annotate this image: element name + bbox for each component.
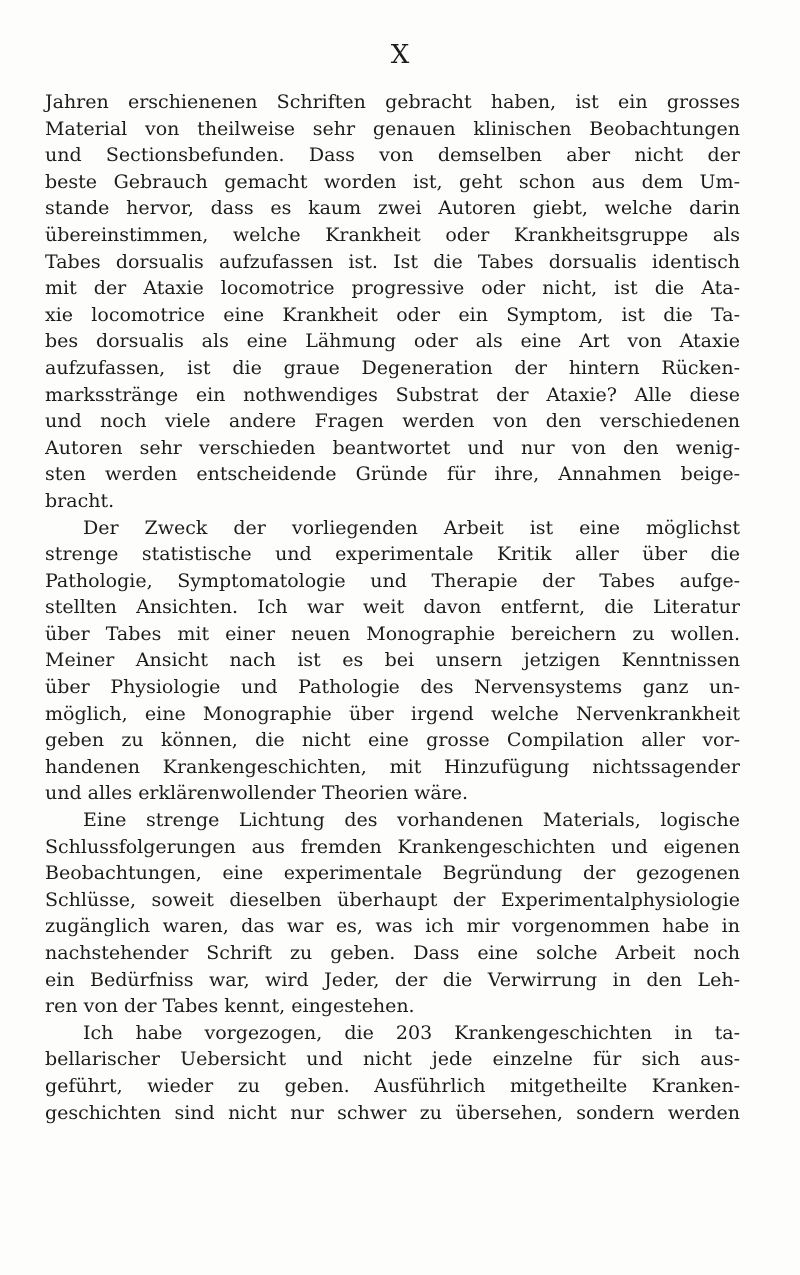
text-line: geben zu können, die nicht eine grosse Compilation aller vor- (45, 729, 740, 752)
text-line: Pathologie, Symptomatologie und Therapie der Tabes aufge- (45, 569, 740, 592)
text-line: und alles erklärenwollender Theorien wäre. (45, 782, 469, 805)
text-line: Jahren erschienenen Schriften gebracht haben, ist ein grosses (45, 91, 740, 113)
text-line: Beobachtungen, eine experimentale Begründung der gezogenen (45, 862, 740, 885)
text-line: xie locomotrice eine Krankheit oder ein Symptom, ist die Ta- (45, 303, 740, 326)
text-line: Tabes dorsualis aufzufassen ist. Ist die Tabes dorsualis identisch (45, 250, 740, 273)
text-line: bellarischer Uebersicht und nicht jede einzelne für sich aus- (45, 1048, 740, 1071)
text-line: stande hervor, dass es kaum zwei Autoren giebt, welche darin (45, 197, 740, 220)
text-line: zugänglich waren, das war es, was ich mir vorgenommen habe in (45, 915, 740, 938)
text-line: geführt, wieder zu geben. Ausführlich mitgetheilte Kranken- (45, 1074, 740, 1097)
text-line: Der Zweck der vorliegenden Arbeit ist eine möglichst (83, 516, 740, 539)
text-line: übereinstimmen, welche Krankheit oder Krankheitsgruppe als (45, 223, 740, 246)
page-number: X (390, 40, 410, 70)
text-line: Eine strenge Lichtung des vorhandenen Materials, logische (83, 809, 740, 832)
text-line: und Sectionsbefunden. Dass von demselben aber nicht der (45, 144, 740, 167)
text-line: bes dorsualis als eine Lähmung oder als eine Art von Ataxie (45, 330, 740, 353)
body-text (45, 89, 740, 1126)
text-line: bracht. (45, 489, 115, 512)
text-line: geschichten sind nicht nur schwer zu übersehen, sondern werden (45, 1101, 740, 1124)
text-line: mit der Ataxie locomotrice progressive oder nicht, ist die Ata- (45, 277, 740, 300)
text-line: Ich habe vorgezogen, die 203 Krankengeschichten in ta- (83, 1021, 740, 1044)
text-line: strenge statistische und experimentale Kritik aller über die (45, 543, 740, 566)
text-line: und noch viele andere Fragen werden von den verschiedenen (45, 410, 740, 433)
text-line: Schlussfolgerungen aus fremden Krankengeschichten und eigenen (45, 835, 740, 858)
text-line: ein Bedürfniss war, wird Jeder, der die Verwirrung in den Leh- (45, 968, 740, 991)
text-line: Material von theilweise sehr genauen klinischen Beobachtungen (45, 117, 740, 140)
text-line: Schlüsse, soweit dieselben überhaupt der Experimentalphysiologie (45, 888, 740, 911)
text-line: ren von der Tabes kennt, eingestehen. (45, 995, 415, 1018)
text-line: stellten Ansichten. Ich war weit davon entfernt, die Literatur (45, 596, 740, 619)
text-line: beste Gebrauch gemacht worden ist, geht schon aus dem Um- (45, 170, 740, 193)
text-line: über Physiologie und Pathologie des Nervensystems ganz un- (45, 676, 740, 699)
text-line: handenen Krankengeschichten, mit Hinzufügung nichtssagender (45, 755, 740, 778)
text-line: nachstehender Schrift zu geben. Dass eine solche Arbeit noch (45, 942, 740, 964)
text-line: sten werden entscheidende Gründe für ihre, Annahmen beige- (45, 463, 740, 486)
text-line: aufzufassen, ist die graue Degeneration der hintern Rücken- (45, 356, 740, 379)
text-line: Meiner Ansicht nach ist es bei unsern jetzigen Kenntnissen (45, 649, 740, 672)
text-line: möglich, eine Monographie über irgend welche Nervenkrankheit (45, 702, 740, 725)
text-line: Autoren sehr verschieden beantwortet und nur von den wenig- (45, 436, 740, 459)
text-line: über Tabes mit einer neuen Monographie bereichern zu wollen. (45, 622, 740, 645)
text-line: marksstränge ein nothwendiges Substrat der Ataxie? Alle diese (45, 383, 740, 406)
